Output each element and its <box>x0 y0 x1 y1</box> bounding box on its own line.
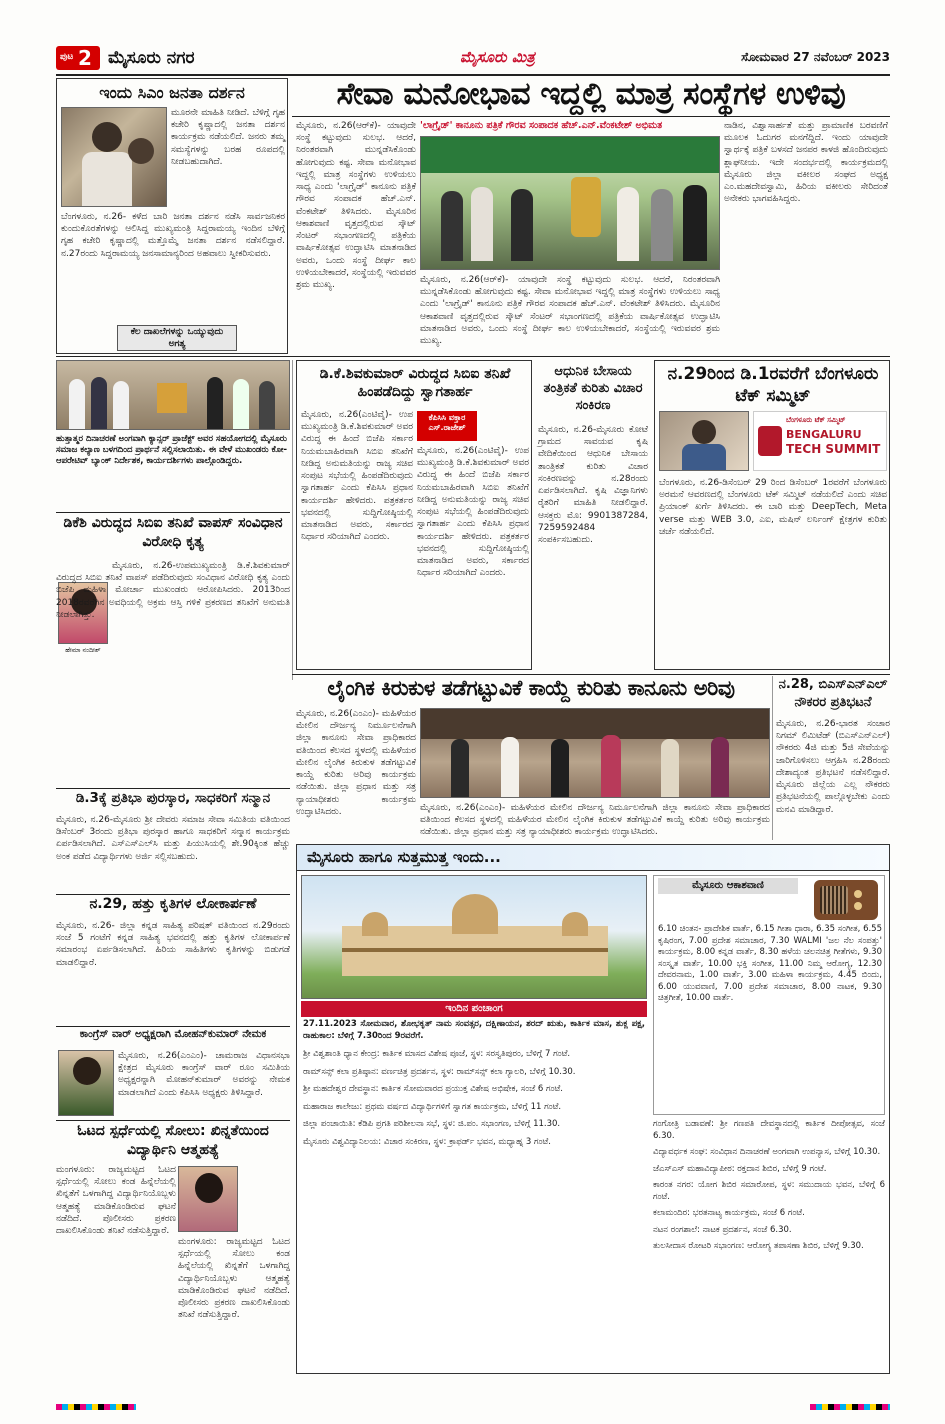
techsummit-box <box>654 360 890 670</box>
dkshi-body-2: ಮೈಸೂರು, ನ.26(ಎಂಟಿವೈ)- ಉಪ ಮುಖ್ಯಮಂತ್ರಿ ಡಿ.ಕೆ.ಶಿವಕುಮಾರ್ ಅವರ ವಿರುದ್ಧ ಈ ಹಿಂದೆ ಬಿಜೆಪಿ ಸರ್ಕಾರ ನಿಯಮಬಾಹಿರವಾಗಿ ಸಿಬಿಐ ತನಿಖೆಗೆ ನೀಡಿದ್ದ ಅನುಮತಿಯನ್ನು ರಾಜ್ಯ ಸಚಿವ ಸಂಪುಟ ಸಭೆಯಲ್ಲಿ ಹಿಂಪಡೆದಿರುವುದು ಸ್ವಾಗತಾರ್ಹ ಎಂದು ಕೆಪಿಸಿಸಿ ಪ್ರಧಾನ ಕಾರ್ಯದರ್ಶಿ ಹೇಳಿದರು. ಪತ್ರಕರ್ತರ ಭವನದಲ್ಲಿ ಸುದ್ದಿಗೋಷ್ಠಿಯಲ್ಲಿ ಮಾತನಾಡಿದ ಅವರು, ಸರ್ಕಾರದ ನಿರ್ಧಾರ ಸರಿಯಾಗಿದೆ ಎಂದರು. <box>417 446 529 579</box>
cm-janata-box <box>56 78 288 354</box>
ota-rule <box>56 1120 290 1121</box>
radio-box <box>653 875 885 1115</box>
events-list-item: ತುಲಸೀದಾಸ ರೋಟರಿ ಸಭಾಂಗಣ: ಆರೋಗ್ಯ ತಪಾಸಣಾ ಶಿಬಿರ, ಬೆಳಿಗ್ಗೆ 9.30. <box>653 1241 864 1252</box>
palace-photo <box>301 875 647 999</box>
adhunika-body: ಮೈಸೂರು, ನ.26-ಮೈಸೂರು ಕೋಟೆ ಗ್ರಾಮದ ಸಾವಯವ ಕೃಷಿ ವೇದಿಕೆಯಿಂದ ಆಧುನಿಕ ಬೇಸಾಯ ತಾಂತ್ರಿಕತೆ ಕುರಿತು ವಿಚಾರ ಸಂಕಿರಣವನ್ನು ನ.28ರಂದು ಏರ್ಪಡಿಸಲಾಗಿದೆ. ಕೃಷಿ ವಿಜ್ಞಾನಿಗಳು ರೈತರಿಗೆ ಮಾಹಿತಿ ನೀಡಲಿದ್ದಾರೆ. ಆಸಕ್ತರು ಮೊ: 9901387284, 7259592484 ಸಂಪರ್ಕಿಸಬಹುದು. <box>538 425 648 546</box>
cm-photo <box>61 107 167 207</box>
dks-cbi-body: ಮೈಸೂರು, ನ.26-ಉಪಮುಖ್ಯಮಂತ್ರಿ ಡಿ.ಕೆ.ಶಿವಕುಮಾರ್ ವಿರುದ್ಧದ ಸಿಬಿಐ ತನಿಖೆ ವಾಪಸ್ ಪಡೆದಿರುವುದು ಸಂವಿಧಾನ ವಿರೋಧಿ ಕೃತ್ಯ ಎಂದು ಬಿಜೆಪಿ ಮಹಿಳಾ ಮೋರ್ಚಾ ಮುಖಂಡರು ಆರೋಪಿಸಿದರು. 2013ರಿಂದ 2018ರವರೆಗಿನ ಅವಧಿಯಲ್ಲಿ ಅಕ್ರಮ ಆಸ್ತಿ ಗಳಿಕೆ ಪ್ರಕರಣದ ತನಿಖೆಗೆ ಅನುಮತಿ ನೀಡಲಾಗಿತ್ತು. <box>56 561 290 620</box>
lyngika-body-2: ಮೈಸೂರು, ನ.26(ಎಂಎಂ)- ಮಹಿಳೆಯರ ಮೇಲಿನ ದೌರ್ಜನ್ಯ ನಿರ್ಮೂಲನೆಗಾಗಿ ಜಿಲ್ಲಾ ಕಾನೂನು ಸೇವಾ ಪ್ರಾಧಿಕಾರದ ವತಿಯಿಂದ ಕೆಲಸದ ಸ್ಥಳದಲ್ಲಿ ಮಹಿಳೆಯರ ಮೇಲಿನ ಲೈಂಗಿಕ ಕಿರುಕುಳ ತಡೆಗಟ್ಟುವಿಕೆ ಕಾಯ್ದೆ ಕುರಿತು ಅರಿವು ಕಾರ್ಯಕ್ರಮ ನಡೆಯಿತು. ಜಿಲ್ಲಾ ಪ್ರಧಾನ ಮತ್ತು ಸತ್ರ ನ್ಯಾಯಾಧೀಶರು ಕಾರ್ಯಕ್ರಮ ಉದ್ಘಾಟಿಸಿದರು. <box>420 803 770 838</box>
event-strip-photo <box>56 360 290 430</box>
cm-body-right: ಮೂರನೇ ಮಾಹಿತಿ ನೀಡಿದೆ. ಬೆಳಿಗ್ಗೆ ಗೃಹ ಕಚೇರಿ ಕೃಷ್ಣಾದಲ್ಲಿ ಜನತಾ ದರ್ಶನ ಕಾರ್ಯಕ್ರಮ ನಡೆಯಲಿದೆ. ಜನರು ತಮ್ಮ ಸಮಸ್ಯೆಗಳನ್ನು ಬರಹ ರೂಪದಲ್ಲಿ ನೀಡಬಹುದಾಗಿದೆ. <box>171 108 285 167</box>
lead-body-left: ಮೈಸೂರು, ನ.26(ಆರ್‌ಕೆ)- ಯಾವುದೇ ಸಂಸ್ಥೆ ಕಟ್ಟುವುದು ಸುಲಭ. ಆದರೆ, ನಿರಂತರವಾಗಿ ಮುನ್ನಡೆಸಿಕೊಂಡು ಹೋಗುವುದು ಕಷ್ಟ. ಸೇವಾ ಮನೋಭಾವ ಇದ್ದಲ್ಲಿ ಮಾತ್ರ ಸಂಸ್ಥೆಗಳು ಉಳಿಯಲು ಸಾಧ್ಯ ಎಂದು 'ಲಾಗ್ರೈಡ್' ಕಾನೂನು ಪತ್ರಿಕೆ ಗೌರವ ಸಂಪಾದಕ ಹೆಚ್.ಎನ್. ವೆಂಕಟೇಶ್ ತಿಳಿಸಿದರು. ಮೈಸೂರಿನ ಆಕಾಶವಾಣಿ ವೃತ್ತದಲ್ಲಿರುವ ಸ್ಕೌಟ್ ಸೆಂಟರ್ ಸಭಾಂಗಣದಲ್ಲಿ ಪತ್ರಿಕೆಯ ವಾರ್ಷಿಕೋತ್ಸವ ಉದ್ಘಾಟಿಸಿ ಮಾತನಾಡಿದ ಅವರು, ಒಂದು ಸಂಸ್ಥೆ ದೀರ್ಘ ಕಾಲ ಉಳಿಯಬೇಕಾದರೆ, ಸಂಸ್ಥೆಯಲ್ಲಿ ಇರುವವರ ಶ್ರಮ ಮುಖ್ಯ. <box>296 121 416 291</box>
congress-headline: ಕಾಂಗ್ರೆಸ್ ವಾರ್ ಅಧ್ಯಕ್ಷರಾಗಿ ಮೋಹನ್‌ಕುಮಾರ್ ನೇಮಕ <box>79 1028 267 1040</box>
left-mid-rule <box>56 512 290 513</box>
dks-cbi-headline: ಡಿಕೆಶಿ ವಿರುದ್ಧದ ಸಿಬಿಐ ತನಿಖೆ ವಾಪಸ್ ಸಂವಿಧಾನ ವಿರೋಧಿ ಕೃತ್ಯ <box>63 515 283 550</box>
dks-cbi-photo-label: ಹೇಮಾ ನಂದೀಶ್ <box>65 646 101 654</box>
techsummit-logo-line2: BENGALURU <box>786 428 862 441</box>
techsummit-logo <box>753 411 887 471</box>
techsummit-headline: ನ.29ರಿಂದ ಡಿ.1ರವರೆಗೆ ಬೆಂಗಳೂರು ಟೆಕ್ ಸಮ್ಮಿಟ್ <box>667 364 879 407</box>
adhunika-headline: ಆಧುನಿಕ ಬೇಸಾಯ ತಂತ್ರಿಕತೆ ಕುರಿತು ವಿಚಾರ ಸಂಕಿರಣ <box>543 364 643 413</box>
lead-body-right: ನಾಡಿನ, ವಿಶ್ವಾಸಾರ್ಹತೆ ಮತ್ತು ಪ್ರಾಮಾಣಿಕ ಬರವಣಿಗೆ ಮೂಲಕ ಓದುಗರ ಮನಗೆದ್ದಿದೆ. ಇಂದು ಯಾವುದೇ ಸ್ವಾರ್ಥಕ್ಕೆ ಪತ್ರಿಕೆ ಬಳಸದೆ ಜನಪರ ಕಾಳಜಿ ಹೊಂದಿರುವುದು ಶ್ಲಾಘನೀಯ. ಇದೇ ಸಂದರ್ಭದಲ್ಲಿ ಕಾರ್ಯಕ್ರಮದಲ್ಲಿ ಮೈಸೂರು ಜಿಲ್ಲಾ ವಕೀಲರ ಸಂಘದ ಅಧ್ಯಕ್ಷ ಎಂ.ಮಹದೇವಸ್ವಾಮಿ, ಹಿರಿಯ ವಕೀಲರು ಸೇರಿದಂತೆ ಅನೇಕರು ಭಾಗವಹಿಸಿದ್ದರು. <box>724 121 888 205</box>
masthead: ಮೈಸೂರು ಮಿತ್ರ <box>460 48 535 66</box>
radio-text: 6.10 ಚಿಂತನ- ಪ್ರಾದೇಶಿಕ ವಾರ್ತೆ, 6.15 ಗೀತಾ ಧಾರಾ, 6.35 ಸಂಗೀತ, 6.55 ಕೃಷಿರಂಗ, 7.00 ಪ್ರದೇಶ ಸಮಾಚಾರ, 7.30 WALMI 'ಜಲ ನೆಲ ಸಂಪತ್ತು' ಕಾರ್ಯಕ್ರಮ, 8.00 ಕನ್ನಡ ವಾರ್ತೆ, 8.30 ಹಳೆಯ ಚಲನಚಿತ್ರ ಗೀತೆಗಳು, 9.30 ಸಂಸ್ಕೃತ ವಾರ್ತೆ, 10.00 ಭಕ್ತಿ ಸಂಗೀತ, 11.00 ನಿಮ್ಮ ಆರೋಗ್ಯ, 12.30 ದೇವರನಾಮ, 1.00 ವಾರ್ತೆ, 3.00 ಮಹಿಳಾ ಕಾರ್ಯಕ್ರಮ, 4.45 ಬಿಂದು, 6.00 ಯುವವಾಣಿ, 7.00 ಪ್ರದೇಶ ಸಮಾಚಾರ, 8.00 ನಾಟಕ, 9.30 ಚಿತ್ರಗೀತೆ, 10.00 ವಾರ್ತೆ. <box>658 924 882 1004</box>
ota-photo <box>178 1166 238 1232</box>
cm-headline: ಇಂದು ಸಿಎಂ ಜನತಾ ದರ್ಶನ <box>99 83 245 102</box>
event-strip-caption: ಹುತ್ತಾತ್ಮರ ದಿನಾಚರಣೆ ಅಂಗವಾಗಿ ಕ್ಯಾನ್ಸರ್ ಪ್ರಾಜೆಕ್ಟ್ ಅವರ ಸಹಯೋಗದಲ್ಲಿ ಮೈಸೂರು ಸಮಾಜ ಕಲ್ಯಾಣ ಬಳಗದಿಂದ ಪ್ರಾರ್ಥನೆ ಸಲ್ಲಿಸಲಾಯಿತು. ಈ ವೇಳೆ ಮುಖಂಡರು ಕೋ-ಆಪರೇಟಿವ್ ಬ್ಯಾಂಕ್ ನಿರ್ದೇಶಕ, ಕಾರ್ಯದರ್ಶಿಗಳು ಪಾಲ್ಗೊಂಡಿದ್ದರು. <box>56 434 288 467</box>
lyngika-headline: ಲೈಂಗಿಕ ಕಿರುಕುಳ ತಡೆಗಟ್ಟುವಿಕೆ ಕಾಯ್ದೆ ಕುರಿತು ಕಾನೂನು ಅರಿವು <box>327 676 735 700</box>
bsnl-headline: ನ.28, ಬಿಎಸ್‌ಎನ್‌ಎಲ್ ನೌಕರರ ಪ್ರತಿಭಟನೆ <box>778 677 888 710</box>
events-list-item: ನಟನ ರಂಗಶಾಲೆ: ನಾಟಕ ಪ್ರದರ್ಶನ, ಸಂಜೆ 6.30. <box>653 1224 792 1235</box>
congress-body: ಮೈಸೂರು, ನ.26(ಎಂಎಂ)- ಚಾಮರಾಜ ವಿಧಾನಸಭಾ ಕ್ಷೇತ್ರದ ಮೈಸೂರು ಕಾಂಗ್ರೆಸ್ ವಾರ್ ರೂಂ ಸಮಿತಿಯ ಅಧ್ಯಕ್ಷರನ್ನಾಗಿ ಮೋಹನ್‌ಕುಮಾರ್ ಅವರನ್ನು ನೇಮಕ ಮಾಡಲಾಗಿದೆ ಎಂದು ಕೆಪಿಸಿಸಿ ಅಧ್ಯಕ್ಷರು ತಿಳಿಸಿದ್ದಾರೆ. <box>118 1051 290 1098</box>
registration-stripe <box>56 1404 136 1410</box>
techsummit-logo-line3: TECH SUMMIT <box>786 442 881 456</box>
strip-top-rule <box>56 356 890 357</box>
radio-title: ಮೈಸೂರು ಆಕಾಶವಾಣಿ <box>658 878 798 894</box>
issue-date: ಸೋಮವಾರ 27 ನವೆಂಬರ್ 2023 <box>741 50 890 64</box>
panchanga-title-bar <box>301 1001 647 1017</box>
dkshi-box <box>296 360 532 670</box>
events-list-item: ಮಹಾರಾಜ ಕಾಲೇಜು: ಪ್ರಥಮ ವರ್ಷದ ವಿದ್ಯಾರ್ಥಿಗಳಿಗೆ ಸ್ವಾಗತ ಕಾರ್ಯಕ್ರಮ, ಬೆಳಿಗ್ಗೆ 11 ಗಂಟೆ. <box>303 1101 562 1112</box>
books-headline: ನ.29, ಹತ್ತು ಕೃತಿಗಳ ಲೋಕಾರ್ಪಣೆ <box>89 896 257 912</box>
lead-kicker: 'ಲಾಗ್ರೈಡ್' ಕಾನೂನು ಪತ್ರಿಕೆ ಗೌರವ ಸಂಪಾದಕ ಹೆಚ್.ಎನ್.ವೆಂಕಟೇಶ್ ಅಭಿಮತ <box>420 120 663 131</box>
events-list-item: ರಾಮ್‌ಸನ್ಸ್ ಕಲಾ ಪ್ರತಿಷ್ಠಾನ: ವರ್ಣಚಿತ್ರ ಪ್ರದರ್ಶನ, ಸ್ಥಳ: ರಾಮ್‌ಸನ್ಸ್ ಕಲಾ ಗ್ಯಾಲರಿ, ಬೆಳಿಗ್ಗೆ 10.30. <box>303 1066 576 1077</box>
techsummit-body: ಬೆಂಗಳೂರು, ನ.26-ಡಿಸೆಂಬರ್ 29 ರಿಂದ ಡಿಸೆಂಬರ್ 1ರವರೆಗೆ ಬೆಂಗಳೂರು ಅರಮನೆ ಆವರಣದಲ್ಲಿ ಬೆಂಗಳೂರು ಟೆಕ್ ಸಮ್ಮಿಟ್ ನಡೆಯಲಿದೆ ಎಂದು ಸಚಿವ ಪ್ರಿಯಾಂಕ್ ಖರ್ಗೆ ತಿಳಿಸಿದರು. ಈ ಬಾರಿ ಮತ್ತು DeepTech, Meta verse ಮತ್ತು WEB 3.0, ಎಐ, ಮಷಿನ್ ಲರ್ನಿಂಗ್ ಕ್ಷೇತ್ರಗಳ ಕುರಿತು ಚರ್ಚೆ ನಡೆಯಲಿದೆ. <box>659 478 887 537</box>
events-list-item: ಗಂಗೋತ್ರಿ ಬಡಾವಣೆ: ಶ್ರೀ ಗಣಪತಿ ದೇವಸ್ಥಾನದಲ್ಲಿ ಕಾರ್ತಿಕ ದೀಪೋತ್ಸವ, ಸಂಜೆ 6.30. <box>653 1119 885 1141</box>
lead-photo <box>420 136 720 270</box>
dec3-body: ಮೈಸೂರು, ನ.26-ಮೈಸೂರು ಶ್ರೀ ದೇವರು ಸಮಾಜ ಸೇವಾ ಸಮಿತಿಯ ವತಿಯಿಂದ ಡಿಸೆಂಬರ್ 3ರಂದು ಪ್ರತಿಭಾ ಪುರಸ್ಕಾರ ಹಾಗೂ ಸಾಧಕರಿಗೆ ಸನ್ಮಾನ ಕಾರ್ಯಕ್ರಮ ಏರ್ಪಡಿಸಲಾಗಿದೆ. ಎಸ್‌ಎಸ್‌ಎಲ್‌ಸಿ ಮತ್ತು ಪಿಯುಸಿಯಲ್ಲಿ ಶೇ.90ಕ್ಕಿಂತ ಹೆಚ್ಚು ಅಂಕ ಪಡೆದ ವಿದ್ಯಾರ್ಥಿಗಳು ಅರ್ಜಿ ಸಲ್ಲಿಸಬಹುದು. <box>56 815 290 862</box>
books-rule <box>56 894 290 895</box>
adhunika-box <box>536 360 650 670</box>
events-banner <box>297 845 889 871</box>
dec3-headline: ಡಿ.3ಕ್ಕೆ ಪ್ರತಿಭಾ ಪುರಸ್ಕಾರ, ಸಾಧಕರಿಗೆ ಸನ್ಮಾನ <box>75 790 271 806</box>
cm-pull-quote-text: ಕೆಲ ದಾಖಲೆಗಳನ್ನು ಒಯ್ಯುವುದು ಅಗತ್ಯ <box>130 327 224 349</box>
events-list-item: ಜೆಎಸ್‌ಎಸ್ ಮಹಾವಿದ್ಯಾಪೀಠ: ರಕ್ತದಾನ ಶಿಬಿರ, ಬೆಳಿಗ್ಗೆ 9 ಗಂಟೆ. <box>653 1163 827 1174</box>
ota-body: ಮಂಗಳೂರು: ರಾಜ್ಯಮಟ್ಟದ ಓಟದ ಸ್ಪರ್ಧೆಯಲ್ಲಿ ಸೋಲು ಕಂಡ ಹಿನ್ನೆಲೆಯಲ್ಲಿ ಖಿನ್ನತೆಗೆ ಒಳಗಾಗಿದ್ದ ವಿದ್ಯಾರ್ಥಿನಿಯೊಬ್ಬಳು ಆತ್ಮಹತ್ಯೆ ಮಾಡಿಕೊಂಡಿರುವ ಘಟನೆ ನಡೆದಿದೆ. ಪೊಲೀಸರು ಪ್ರಕರಣ ದಾಖಲಿಸಿಕೊಂಡು ತನಿಖೆ ನಡೆಸುತ್ತಿದ್ದಾರೆ. <box>56 1165 176 1237</box>
panchanga-text: 27.11.2023 ಸೋಮವಾರ, ಶೋಭಕೃತ್ ನಾಮ ಸಂವತ್ಸರ, ದಕ್ಷಿಣಾಯನ, ಶರದ್ ಋತು, ಕಾರ್ತಿಕ ಮಾಸ, ಶುಕ್ಲ ಪಕ್ಷ, ರಾಹುಕಾಲ: ಬೆಳಿಗ್ಗೆ 7.30ರಿಂದ 9ರವರೆಗೆ. <box>303 1019 645 1041</box>
events-list-item: ಕಲಾಮಂದಿರ: ಭರತನಾಟ್ಯ ಕಾರ್ಯಕ್ರಮ, ಸಂಜೆ 6 ಗಂಟೆ. <box>653 1208 805 1219</box>
techsummit-photo <box>659 411 749 471</box>
bsnl-body: ಮೈಸೂರು, ನ.26-ಭಾರತ ಸಂಚಾರ ನಿಗಮ್ ಲಿಮಿಟೆಡ್ (ಬಿಎಸ್‌ಎನ್‌ಎಲ್) ನೌಕರರು 4ಜಿ ಮತ್ತು 5ಜಿ ಸೇವೆಯನ್ನು ಜಾರಿಗೊಳಿಸಲು ಆಗ್ರಹಿಸಿ ನ.28ರಂದು ದೇಶಾದ್ಯಂತ ಪ್ರತಿಭಟನೆ ನಡೆಸಲಿದ್ದಾರೆ. ಮೈಸೂರು ಜಿಲ್ಲೆಯ ಎಲ್ಲ ನೌಕರರು ಪ್ರತಿಭಟನೆಯಲ್ಲಿ ಪಾಲ್ಗೊಳ್ಳಬೇಕು ಎಂದು ಮನವಿ ಮಾಡಿದ್ದಾರೆ. <box>776 719 890 815</box>
dkshi-tag: ಕೆಪಿಸಿಸಿ ವಕ್ತಾರ ಎಸ್.ರಾಜೇಶ್ <box>417 411 477 441</box>
cm-pull-quote <box>117 325 237 351</box>
ota-headline: ಓಟದ ಸ್ಪರ್ಧೆಯಲ್ಲಿ ಸೋಲು: ಖಿನ್ನತೆಯಿಂದ ವಿದ್ಯಾರ್ಥಿನಿ ಆತ್ಮಹತ್ಯೆ <box>77 1123 269 1158</box>
dec3-rule <box>56 788 290 789</box>
panchanga-title: ಇಂದಿನ ಪಂಚಾಂಗ <box>445 1003 503 1014</box>
dkshi-body: ಮೈಸೂರು, ನ.26(ಎಂಟಿವೈ)- ಉಪ ಮುಖ್ಯಮಂತ್ರಿ ಡಿ.ಕೆ.ಶಿವಕುಮಾರ್ ಅವರ ವಿರುದ್ಧ ಈ ಹಿಂದೆ ಬಿಜೆಪಿ ಸರ್ಕಾರ ನಿಯಮಬಾಹಿರವಾಗಿ ಸಿಬಿಐ ತನಿಖೆಗೆ ನೀಡಿದ್ದ ಅನುಮತಿಯನ್ನು ರಾಜ್ಯ ಸಚಿವ ಸಂಪುಟ ಸಭೆಯಲ್ಲಿ ಹಿಂಪಡೆದಿರುವುದು ಸ್ವಾಗತಾರ್ಹ ಎಂದು ಕೆಪಿಸಿಸಿ ಪ್ರಧಾನ ಕಾರ್ಯದರ್ಶಿ ಹೇಳಿದರು. ಪತ್ರಕರ್ತರ ಭವನದಲ್ಲಿ ಸುದ್ದಿಗೋಷ್ಠಿಯಲ್ಲಿ ಮಾತನಾಡಿದ ಅವರು, ಸರ್ಕಾರದ ನಿರ್ಧಾರ ಸರಿಯಾಗಿದೆ ಎಂದರು. <box>301 410 413 543</box>
page-tab <box>56 46 100 70</box>
techsummit-logo-line1: ಬೆಂಗಳೂರು ಟೆಕ್ ಸಮ್ಮಿಟ್ <box>786 416 846 424</box>
techsummit-logo-mark <box>758 426 782 456</box>
events-box <box>296 844 890 1374</box>
events-list-item: ವಿದ್ಯಾವರ್ಧಕ ಸಂಘ: ಸಂವಿಧಾನ ದಿನಾಚರಣೆ ಅಂಗವಾಗಿ ಉಪನ್ಯಾಸ, ಬೆಳಿಗ್ಗೆ 10.30. <box>653 1147 881 1158</box>
dkshi-headline: ಡಿ.ಕೆ.ಶಿವಕುಮಾರ್ ವಿರುದ್ಧದ ಸಿಬಿಐ ತನಿಖೆ ಹಿಂಪಡೆದಿದ್ದು ಸ್ವಾಗತಾರ್ಹ <box>319 366 511 401</box>
lead-rule <box>292 116 890 117</box>
events-list-right <box>653 1119 885 1371</box>
registration-stripe-right <box>810 1404 890 1410</box>
events-list-item: ಜಿಲ್ಲಾ ಪಂಚಾಯಿತಿ: ಕೆಡಿಪಿ ಪ್ರಗತಿ ಪರಿಶೀಲನಾ ಸಭೆ, ಸ್ಥಳ: ಜಿ.ಪಂ. ಸಭಾಂಗಣ, ಬೆಳಿಗ್ಗೆ 11.30. <box>303 1119 561 1130</box>
congress-photo <box>58 1050 114 1116</box>
books-body: ಮೈಸೂರು, ನ.26- ಜಿಲ್ಲಾ ಕನ್ನಡ ಸಾಹಿತ್ಯ ಪರಿಷತ್ ವತಿಯಿಂದ ನ.29ರಂದು ಸಂಜೆ 5 ಗಂಟೆಗೆ ಕನ್ನಡ ಸಾಹಿತ್ಯ ಭವನದಲ್ಲಿ ಹತ್ತು ಕೃತಿಗಳ ಲೋಕಾರ್ಪಣೆ ಸಮಾರಂಭ ಏರ್ಪಡಿಸಲಾಗಿದೆ. ಹಿರಿಯ ಸಾಹಿತಿಗಳು ಕೃತಿಗಳನ್ನು ಬಿಡುಗಡೆ ಮಾಡಲಿದ್ದಾರೆ. <box>56 921 290 968</box>
events-list-item: ಕಾರಂತ ನಗರ: ಯೋಗ ಶಿಬಿರ ಸಮಾರೋಪ, ಸ್ಥಳ: ಸಮುದಾಯ ಭವನ, ಬೆಳಿಗ್ಗೆ 6 ಗಂಟೆ. <box>653 1180 885 1202</box>
congress-rule <box>56 1026 290 1027</box>
lyngika-body: ಮೈಸೂರು, ನ.26(ಎಂಎಂ)- ಮಹಿಳೆಯರ ಮೇಲಿನ ದೌರ್ಜನ್ಯ ನಿರ್ಮೂಲನೆಗಾಗಿ ಜಿಲ್ಲಾ ಕಾನೂನು ಸೇವಾ ಪ್ರಾಧಿಕಾರದ ವತಿಯಿಂದ ಕೆಲಸದ ಸ್ಥಳದಲ್ಲಿ ಮಹಿಳೆಯರ ಮೇಲಿನ ಲೈಂಗಿಕ ಕಿರುಕುಳ ತಡೆಗಟ್ಟುವಿಕೆ ಕಾಯ್ದೆ ಕುರಿತು ಅರಿವು ಕಾರ್ಯಕ್ರಮ ನಡೆಯಿತು. ಜಿಲ್ಲಾ ಪ್ರಧಾನ ಮತ್ತು ಸತ್ರ ನ್ಯಾಯಾಧೀಶರು ಕಾರ್ಯಕ್ರಮ ಉದ್ಘಾಟಿಸಿದರು. <box>296 709 416 817</box>
events-list-item: ಮೈಸೂರು ವಿಶ್ವವಿದ್ಯಾನಿಲಯ: ವಿಚಾರ ಸಂಕಿರಣ, ಸ್ಥಳ: ಕ್ರಾಫರ್ಡ್ ಭವನ, ಮಧ್ಯಾಹ್ನ 3 ಗಂಟೆ. <box>303 1136 551 1147</box>
section-title: ಮೈಸೂರು ನಗರ <box>108 48 195 68</box>
lead-headline: ಸೇವಾ ಮನೋಭಾವ ಇದ್ದಲ್ಲಿ ಮಾತ್ರ ಸಂಸ್ಥೆಗಳ ಉಳಿವು <box>336 76 846 112</box>
events-list-item: ಶ್ರೀ ವಿಶ್ವಶಾಂತಿ ಧ್ಯಾನ ಕೇಂದ್ರ: ಕಾರ್ತಿಕ ಮಾಸದ ವಿಶೇಷ ಪೂಜೆ, ಸ್ಥಳ: ಸರಸ್ವತಿಪುರಂ, ಬೆಳಿಗ್ಗೆ 7 ಗಂಟೆ. <box>303 1049 571 1059</box>
col-divider-bsnl <box>772 676 773 840</box>
lyngika-rule <box>292 674 890 675</box>
col-divider-1 <box>292 360 293 680</box>
lyngika-photo <box>420 708 770 798</box>
page-label: ಪುಟ <box>60 52 74 62</box>
events-banner-text: ಮೈಸೂರು ಹಾಗೂ ಸುತ್ತಮುತ್ತ ಇಂದು... <box>307 848 501 866</box>
cm-body: ಬೆಂಗಳೂರು, ನ.26- ಕಳೆದ ಬಾರಿ ಜನತಾ ದರ್ಶನ ನಡೆಸಿ ಸಾರ್ವಜನಿಕರ ಕುಂದುಕೊರತೆಗಳನ್ನು ಆಲಿಸಿದ್ದ ಮುಖ್ಯಮಂತ್ರಿ ಸಿದ್ದರಾಮಯ್ಯ ಇಂದಿನ ಬೆಳಿಗ್ಗೆ ಗೃಹ ಕಚೇರಿ ಕೃಷ್ಣಾದಲ್ಲಿ ಮತ್ತೊಮ್ಮೆ ಜನತಾ ದರ್ಶನ ನಡೆಸಲಿದ್ದಾರೆ. ನ.27ರಂದು ಸಿದ್ದರಾಮಯ್ಯ ಜನಸಾಮಾನ್ಯರಿಂದ ಅಹವಾಲು ಸ್ವೀಕರಿಸುವರು. <box>61 212 285 259</box>
events-list-item: ಶ್ರೀ ಮಹದೇಶ್ವರ ದೇವಸ್ಥಾನ: ಕಾರ್ತಿಕ ಸೋಮವಾರದ ಪ್ರಯುಕ್ತ ವಿಶೇಷ ಅಭಿಷೇಕ, ಸಂಜೆ 6 ಗಂಟೆ. <box>303 1084 563 1095</box>
page-number: 2 <box>78 46 92 70</box>
ota-body-2: ಮಂಗಳೂರು: ರಾಜ್ಯಮಟ್ಟದ ಓಟದ ಸ್ಪರ್ಧೆಯಲ್ಲಿ ಸೋಲು ಕಂಡ ಹಿನ್ನೆಲೆಯಲ್ಲಿ ಖಿನ್ನತೆಗೆ ಒಳಗಾಗಿದ್ದ ವಿದ್ಯಾರ್ಥಿನಿಯೊಬ್ಬಳು ಆತ್ಮಹತ್ಯೆ ಮಾಡಿಕೊಂಡಿರುವ ಘಟನೆ ನಡೆದಿದೆ. ಪೊಲೀಸರು ಪ್ರಕರಣ ದಾಖಲಿಸಿಕೊಂಡು ತನಿಖೆ ನಡೆಸುತ್ತಿದ್ದಾರೆ. <box>178 1237 290 1321</box>
radio-icon <box>814 880 878 920</box>
events-list-left <box>303 1049 647 1371</box>
lead-body-under: ಮೈಸೂರು, ನ.26(ಆರ್‌ಕೆ)- ಯಾವುದೇ ಸಂಸ್ಥೆ ಕಟ್ಟುವುದು ಸುಲಭ. ಆದರೆ, ನಿರಂತರವಾಗಿ ಮುನ್ನಡೆಸಿಕೊಂಡು ಹೋಗುವುದು ಕಷ್ಟ. ಸೇವಾ ಮನೋಭಾವ ಇದ್ದಲ್ಲಿ ಮಾತ್ರ ಸಂಸ್ಥೆಗಳು ಉಳಿಯಲು ಸಾಧ್ಯ ಎಂದು 'ಲಾಗ್ರೈಡ್' ಕಾನೂನು ಪತ್ರಿಕೆ ಗೌರವ ಸಂಪಾದಕ ಹೆಚ್.ಎನ್. ವೆಂಕಟೇಶ್ ತಿಳಿಸಿದರು. ಮೈಸೂರಿನ ಆಕಾಶವಾಣಿ ವೃತ್ತದಲ್ಲಿರುವ ಸ್ಕೌಟ್ ಸೆಂಟರ್ ಸಭಾಂಗಣದಲ್ಲಿ ಪತ್ರಿಕೆಯ ವಾರ್ಷಿಕೋತ್ಸವ ಉದ್ಘಾಟಿಸಿ ಮಾತನಾಡಿದ ಅವರು, ಒಂದು ಸಂಸ್ಥೆ ದೀರ್ಘ ಕಾಲ ಉಳಿಯಬೇಕಾದರೆ, ಸಂಸ್ಥೆಯಲ್ಲಿ ಇರುವವರ ಶ್ರಮ ಮುಖ್ಯ. <box>420 275 720 347</box>
